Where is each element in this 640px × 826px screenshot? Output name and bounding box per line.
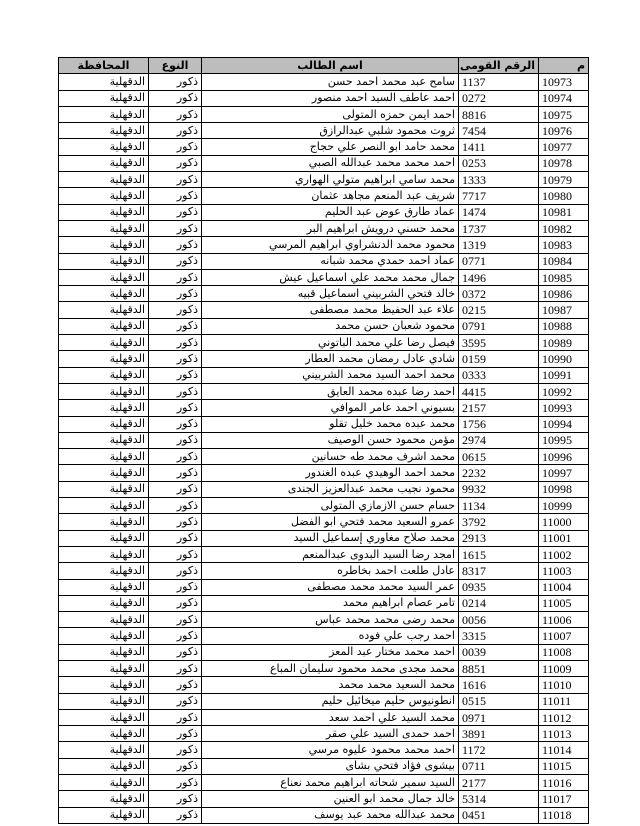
cell-gender: ذكور	[149, 220, 202, 236]
cell-gender: ذكور	[149, 726, 202, 742]
cell-no: 11016	[539, 775, 589, 791]
cell-national-id: 1137	[459, 74, 539, 90]
cell-no: 10990	[539, 351, 589, 367]
cell-national-id: 1333	[459, 172, 539, 188]
cell-governorate: الدقهلية	[59, 383, 149, 399]
cell-gender: ذكور	[149, 302, 202, 318]
cell-national-id: 7454	[459, 123, 539, 139]
table-row	[59, 123, 589, 139]
table-body	[59, 74, 589, 824]
cell-student-name: بيشوى فؤاد فتحي بشاى	[202, 758, 459, 774]
cell-governorate: الدقهلية	[59, 74, 149, 90]
cell-gender: ذكور	[149, 432, 202, 448]
table-row	[59, 628, 589, 644]
cell-governorate: الدقهلية	[59, 269, 149, 285]
cell-no: 11000	[539, 514, 589, 530]
cell-student-name: مؤمن محمود حسن الوصيف	[202, 432, 459, 448]
cell-no: 11018	[539, 807, 589, 823]
cell-no: 10989	[539, 335, 589, 351]
cell-gender: ذكور	[149, 123, 202, 139]
cell-national-id: 1615	[459, 546, 539, 562]
cell-national-id: 2177	[459, 775, 539, 791]
cell-gender: ذكور	[149, 758, 202, 774]
cell-no: 10982	[539, 220, 589, 236]
cell-national-id: 1319	[459, 237, 539, 253]
table-row	[59, 204, 589, 220]
table-row	[59, 90, 589, 106]
table-row	[59, 775, 589, 791]
cell-no: 10983	[539, 237, 589, 253]
cell-gender: ذكور	[149, 351, 202, 367]
cell-gender: ذكور	[149, 481, 202, 497]
cell-national-id: 7717	[459, 188, 539, 204]
cell-governorate: الدقهلية	[59, 514, 149, 530]
cell-gender: ذكور	[149, 530, 202, 546]
cell-no: 10985	[539, 269, 589, 285]
cell-governorate: الدقهلية	[59, 351, 149, 367]
table-row	[59, 416, 589, 432]
cell-no: 11007	[539, 628, 589, 644]
cell-student-name: احمد حمدى السيد علي صقر	[202, 726, 459, 742]
table-row	[59, 644, 589, 660]
cell-gender: ذكور	[149, 742, 202, 758]
cell-student-name: فيصل رضا علي محمد الباتوني	[202, 335, 459, 351]
cell-governorate: الدقهلية	[59, 318, 149, 334]
cell-student-name: شادي عادل رمضان محمد العطار	[202, 351, 459, 367]
cell-national-id: 1474	[459, 204, 539, 220]
cell-governorate: الدقهلية	[59, 106, 149, 122]
cell-governorate: الدقهلية	[59, 644, 149, 660]
cell-student-name: عمر السيد محمد محمد مصطفى	[202, 579, 459, 595]
cell-gender: ذكور	[149, 416, 202, 432]
student-table	[58, 57, 589, 824]
cell-governorate: الدقهلية	[59, 90, 149, 106]
cell-national-id: 1411	[459, 139, 539, 155]
table-row	[59, 579, 589, 595]
cell-student-name: محمد السيد علي احمد سعد	[202, 709, 459, 725]
cell-no: 10978	[539, 155, 589, 171]
table-row	[59, 351, 589, 367]
table-row	[59, 726, 589, 742]
cell-no: 11017	[539, 791, 589, 807]
cell-governorate: الدقهلية	[59, 563, 149, 579]
cell-student-name: احمد محمد محمد عبدالله الصبي	[202, 155, 459, 171]
cell-national-id: 1616	[459, 677, 539, 693]
cell-governorate: الدقهلية	[59, 155, 149, 171]
cell-gender: ذكور	[149, 546, 202, 562]
cell-student-name: سامح عبد محمد احمد حسن	[202, 74, 459, 90]
cell-gender: ذكور	[149, 155, 202, 171]
cell-governorate: الدقهلية	[59, 742, 149, 758]
cell-governorate: الدقهلية	[59, 465, 149, 481]
cell-no: 11013	[539, 726, 589, 742]
cell-national-id: 0771	[459, 253, 539, 269]
cell-no: 10973	[539, 74, 589, 90]
cell-national-id: 0615	[459, 449, 539, 465]
cell-student-name: امجد رضا السيد البدوى عبدالمنعم	[202, 546, 459, 562]
cell-national-id: 2157	[459, 400, 539, 416]
cell-no: 10984	[539, 253, 589, 269]
cell-no: 10996	[539, 449, 589, 465]
cell-no: 10993	[539, 400, 589, 416]
cell-student-name: ثروت محمود شلبي عبدالرازق	[202, 123, 459, 139]
header-governorate: المحافظة	[59, 58, 149, 74]
cell-student-name: محمد عبده محمد خليل تقلو	[202, 416, 459, 432]
table-row	[59, 253, 589, 269]
cell-student-name: محمد السعيد محمد محمد	[202, 677, 459, 693]
table-row	[59, 106, 589, 122]
header-row	[59, 58, 589, 74]
cell-national-id: 2232	[459, 465, 539, 481]
cell-governorate: الدقهلية	[59, 123, 149, 139]
cell-student-name: محمد مجدى محمد محمود سليمان المباع	[202, 660, 459, 676]
cell-national-id: 0711	[459, 758, 539, 774]
cell-student-name: جمال محمد محمد علي اسماعيل عيش	[202, 269, 459, 285]
cell-gender: ذكور	[149, 253, 202, 269]
cell-governorate: الدقهلية	[59, 432, 149, 448]
cell-student-name: احمد محمد محمود عليوه مرسي	[202, 742, 459, 758]
cell-no: 10975	[539, 106, 589, 122]
cell-student-name: عمرو السعيد محمد فتحي ابو الفضل	[202, 514, 459, 530]
cell-national-id: 3891	[459, 726, 539, 742]
cell-no: 11008	[539, 644, 589, 660]
table-row	[59, 693, 589, 709]
cell-gender: ذكور	[149, 791, 202, 807]
cell-no: 10999	[539, 498, 589, 514]
table-row	[59, 449, 589, 465]
cell-governorate: الدقهلية	[59, 302, 149, 318]
cell-national-id: 3792	[459, 514, 539, 530]
cell-governorate: الدقهلية	[59, 400, 149, 416]
cell-governorate: الدقهلية	[59, 416, 149, 432]
cell-student-name: احمد رضا عبده محمد العايق	[202, 383, 459, 399]
cell-student-name: خالد فتحي الشربيني اسماعيل قبيه	[202, 286, 459, 302]
cell-national-id: 3315	[459, 628, 539, 644]
cell-gender: ذكور	[149, 400, 202, 416]
cell-no: 11006	[539, 612, 589, 628]
cell-governorate: الدقهلية	[59, 253, 149, 269]
cell-national-id: 0272	[459, 90, 539, 106]
cell-national-id: 1737	[459, 220, 539, 236]
cell-no: 10992	[539, 383, 589, 399]
table-row	[59, 563, 589, 579]
header-national-id: الرقم القومى	[459, 58, 539, 74]
table-row	[59, 139, 589, 155]
cell-governorate: الدقهلية	[59, 677, 149, 693]
cell-gender: ذكور	[149, 237, 202, 253]
cell-no: 10988	[539, 318, 589, 334]
cell-gender: ذكور	[149, 595, 202, 611]
cell-gender: ذكور	[149, 660, 202, 676]
cell-governorate: الدقهلية	[59, 237, 149, 253]
cell-student-name: احمد عاطف السيد احمد منصور	[202, 90, 459, 106]
cell-national-id: 0039	[459, 644, 539, 660]
cell-student-name: محمد صلاح مغاوري إسماعيل السيد	[202, 530, 459, 546]
cell-student-name: احمد محمد مختار عبد المعز	[202, 644, 459, 660]
cell-no: 10997	[539, 465, 589, 481]
table-row	[59, 481, 589, 497]
table-row	[59, 660, 589, 676]
cell-student-name: شريف عبد المنعم مجاهد عثمان	[202, 188, 459, 204]
cell-gender: ذكور	[149, 693, 202, 709]
cell-student-name: محمد عبدالله محمد عبد يوسف	[202, 807, 459, 823]
cell-national-id: 0214	[459, 595, 539, 611]
header-student-name: اسم الطالب	[202, 58, 459, 74]
cell-national-id: 0451	[459, 807, 539, 823]
cell-no: 11004	[539, 579, 589, 595]
cell-governorate: الدقهلية	[59, 612, 149, 628]
cell-national-id: 0159	[459, 351, 539, 367]
cell-governorate: الدقهلية	[59, 449, 149, 465]
cell-no: 11015	[539, 758, 589, 774]
cell-national-id: 9932	[459, 481, 539, 497]
cell-no: 11005	[539, 595, 589, 611]
table-row	[59, 432, 589, 448]
cell-student-name: محمد سامي ابراهيم متولي الهواري	[202, 172, 459, 188]
table-row	[59, 791, 589, 807]
cell-student-name: محمود محمد الدنشراوي ابراهيم المرسي	[202, 237, 459, 253]
cell-no: 10981	[539, 204, 589, 220]
table-row	[59, 677, 589, 693]
cell-student-name: تامر عصام ابراهيم محمد	[202, 595, 459, 611]
cell-national-id: 1756	[459, 416, 539, 432]
cell-national-id: 1496	[459, 269, 539, 285]
cell-gender: ذكور	[149, 514, 202, 530]
cell-gender: ذكور	[149, 335, 202, 351]
table-row	[59, 237, 589, 253]
cell-gender: ذكور	[149, 286, 202, 302]
cell-national-id: 0253	[459, 155, 539, 171]
cell-governorate: الدقهلية	[59, 579, 149, 595]
cell-governorate: الدقهلية	[59, 775, 149, 791]
cell-governorate: الدقهلية	[59, 530, 149, 546]
cell-national-id: 3595	[459, 335, 539, 351]
cell-student-name: خالد جمال محمد ابو العنين	[202, 791, 459, 807]
cell-national-id: 0791	[459, 318, 539, 334]
cell-national-id: 0971	[459, 709, 539, 725]
cell-no: 10991	[539, 367, 589, 383]
cell-student-name: محمد احمد الوهيدي عبده الغندور	[202, 465, 459, 481]
cell-governorate: الدقهلية	[59, 335, 149, 351]
cell-national-id: 1172	[459, 742, 539, 758]
table-row	[59, 612, 589, 628]
cell-gender: ذكور	[149, 74, 202, 90]
table-row	[59, 514, 589, 530]
cell-national-id: 8851	[459, 660, 539, 676]
cell-student-name: عماد طارق عوض عبد الحليم	[202, 204, 459, 220]
cell-gender: ذكور	[149, 367, 202, 383]
table-row	[59, 530, 589, 546]
cell-no: 11009	[539, 660, 589, 676]
cell-governorate: الدقهلية	[59, 172, 149, 188]
cell-no: 10979	[539, 172, 589, 188]
cell-gender: ذكور	[149, 775, 202, 791]
cell-national-id: 4415	[459, 383, 539, 399]
cell-governorate: الدقهلية	[59, 367, 149, 383]
cell-gender: ذكور	[149, 383, 202, 399]
cell-gender: ذكور	[149, 172, 202, 188]
cell-student-name: محمد حامد ابو النصر علي حجاج	[202, 139, 459, 155]
cell-no: 10974	[539, 90, 589, 106]
table-row	[59, 742, 589, 758]
cell-student-name: محمد رضى محمد محمد عباس	[202, 612, 459, 628]
cell-no: 10986	[539, 286, 589, 302]
cell-student-name: محمد احمد السيد محمد الشربيني	[202, 367, 459, 383]
cell-national-id: 8317	[459, 563, 539, 579]
cell-student-name: محمود شعبان حسن محمد	[202, 318, 459, 334]
cell-student-name: انطونيوس حليم ميخائيل حليم	[202, 693, 459, 709]
cell-student-name: علاء عبد الحفيظ محمد مصطفى	[202, 302, 459, 318]
student-list-sheet	[58, 57, 588, 824]
cell-governorate: الدقهلية	[59, 546, 149, 562]
cell-gender: ذكور	[149, 465, 202, 481]
header-no: م	[539, 58, 589, 74]
cell-no: 11011	[539, 693, 589, 709]
cell-governorate: الدقهلية	[59, 758, 149, 774]
cell-student-name: احمد رجب علي فوده	[202, 628, 459, 644]
cell-gender: ذكور	[149, 204, 202, 220]
cell-national-id: 2913	[459, 530, 539, 546]
cell-no: 10998	[539, 481, 589, 497]
cell-gender: ذكور	[149, 498, 202, 514]
table-row	[59, 498, 589, 514]
cell-student-name: عادل طلعت احمد بخاطره	[202, 563, 459, 579]
cell-no: 11010	[539, 677, 589, 693]
table-row	[59, 807, 589, 823]
table-row	[59, 709, 589, 725]
table-row	[59, 220, 589, 236]
cell-national-id: 2974	[459, 432, 539, 448]
cell-national-id: 0515	[459, 693, 539, 709]
cell-student-name: السيد سمير شحاته ابراهيم محمد نعناع	[202, 775, 459, 791]
cell-governorate: الدقهلية	[59, 726, 149, 742]
cell-governorate: الدقهلية	[59, 628, 149, 644]
cell-national-id: 0056	[459, 612, 539, 628]
cell-no: 10977	[539, 139, 589, 155]
cell-governorate: الدقهلية	[59, 693, 149, 709]
cell-governorate: الدقهلية	[59, 709, 149, 725]
cell-student-name: محمد حسني درويش ابراهيم البر	[202, 220, 459, 236]
table-row	[59, 465, 589, 481]
cell-gender: ذكور	[149, 807, 202, 823]
cell-governorate: الدقهلية	[59, 595, 149, 611]
cell-no: 11014	[539, 742, 589, 758]
cell-gender: ذكور	[149, 579, 202, 595]
cell-student-name: حسام حسن الازمازي المتولى	[202, 498, 459, 514]
cell-national-id: 8816	[459, 106, 539, 122]
cell-gender: ذكور	[149, 644, 202, 660]
cell-governorate: الدقهلية	[59, 498, 149, 514]
table-row	[59, 155, 589, 171]
cell-governorate: الدقهلية	[59, 220, 149, 236]
cell-gender: ذكور	[149, 269, 202, 285]
cell-governorate: الدقهلية	[59, 791, 149, 807]
cell-governorate: الدقهلية	[59, 660, 149, 676]
cell-no: 11003	[539, 563, 589, 579]
table-row	[59, 318, 589, 334]
cell-governorate: الدقهلية	[59, 204, 149, 220]
cell-gender: ذكور	[149, 612, 202, 628]
cell-student-name: احمد ايمن حمزه المتولى	[202, 106, 459, 122]
table-row	[59, 172, 589, 188]
cell-no: 11002	[539, 546, 589, 562]
cell-student-name: بسيوني احمد عامر الموافي	[202, 400, 459, 416]
cell-no: 10987	[539, 302, 589, 318]
cell-no: 10980	[539, 188, 589, 204]
cell-gender: ذكور	[149, 449, 202, 465]
table-row	[59, 400, 589, 416]
cell-no: 10995	[539, 432, 589, 448]
table-row	[59, 383, 589, 399]
table-row	[59, 74, 589, 90]
table-row	[59, 302, 589, 318]
cell-gender: ذكور	[149, 139, 202, 155]
cell-gender: ذكور	[149, 563, 202, 579]
cell-gender: ذكور	[149, 318, 202, 334]
cell-student-name: محمود نجيب محمد عبدالعزيز الجندى	[202, 481, 459, 497]
cell-national-id: 5314	[459, 791, 539, 807]
table-row	[59, 367, 589, 383]
cell-no: 10976	[539, 123, 589, 139]
cell-student-name: عماد احمد حمدي محمد شبانه	[202, 253, 459, 269]
cell-governorate: الدقهلية	[59, 139, 149, 155]
cell-national-id: 1134	[459, 498, 539, 514]
cell-no: 11012	[539, 709, 589, 725]
cell-student-name: محمد اشرف محمد طه حسانين	[202, 449, 459, 465]
table-row	[59, 269, 589, 285]
table-row	[59, 546, 589, 562]
cell-gender: ذكور	[149, 628, 202, 644]
table-row	[59, 595, 589, 611]
cell-national-id: 0935	[459, 579, 539, 595]
table-row	[59, 758, 589, 774]
cell-no: 10994	[539, 416, 589, 432]
cell-national-id: 0215	[459, 302, 539, 318]
cell-gender: ذكور	[149, 709, 202, 725]
cell-governorate: الدقهلية	[59, 286, 149, 302]
cell-no: 11001	[539, 530, 589, 546]
cell-gender: ذكور	[149, 106, 202, 122]
cell-national-id: 0333	[459, 367, 539, 383]
cell-national-id: 0372	[459, 286, 539, 302]
cell-gender: ذكور	[149, 188, 202, 204]
cell-gender: ذكور	[149, 90, 202, 106]
cell-governorate: الدقهلية	[59, 188, 149, 204]
cell-governorate: الدقهلية	[59, 807, 149, 823]
table-row	[59, 286, 589, 302]
header-gender: النوع	[149, 58, 202, 74]
table-row	[59, 335, 589, 351]
table-row	[59, 188, 589, 204]
cell-governorate: الدقهلية	[59, 481, 149, 497]
cell-gender: ذكور	[149, 677, 202, 693]
